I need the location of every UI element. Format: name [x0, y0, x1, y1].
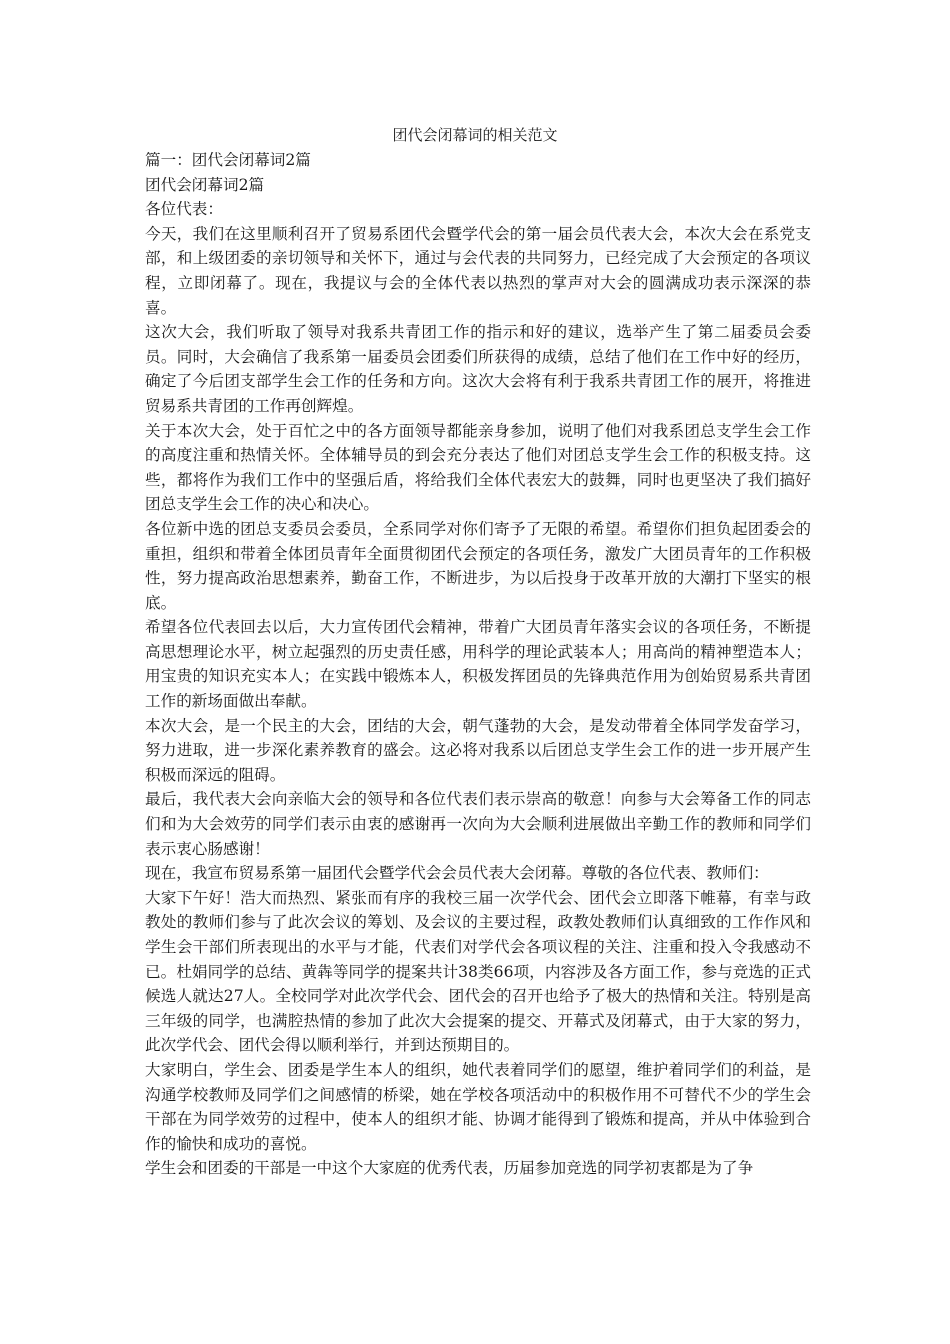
- document-body: [145, 148, 811, 1181]
- paragraph: 大家明白，学生会、团委是学生本人的组织，她代表着同学们的愿望，维护着同学们的利益，是沟通学校教师及同学们之间感情的桥梁，她在学校各项活动中的积极作用不可替代不少的学生会干部在为同学效劳的过程中，使本人的组织才能、协调才能得到了锻炼和提高，并从中体验到合作的愉快和成功的喜悦。: [145, 1060, 811, 1153]
- paragraph: 这次大会，我们听取了领导对我系共青团工作的指示和好的建议，选举产生了第二届委员会委员。同时，大会确信了我系第一届委员会团委们所获得的成绩，总结了他们在工作中好的经历，确定了今后团支部学生会工作的任务和方向。这次大会将有利于我系共青团工作的展开，将推进贸易系共青团的工作再创辉煌。: [145, 323, 811, 415]
- paragraph: 关于本次大会，处于百忙之中的各方面领导都能亲身参加，说明了他们对我系团总支学生会工作的高度注重和热情关怀。全体辅导员的到会充分表达了他们对团总支学生会工作的积极支持。这些，都将作为我们工作中的坚强后盾，将给我们全体代表宏大的鼓舞，同时也更坚决了我们搞好团总支学生会工作的决心和决心。: [145, 421, 811, 514]
- document-title: 团代会闭幕词的相关范文: [392, 126, 558, 144]
- paragraph: 学生会和团委的干部是一中这个大家庭的优秀代表，历届参加竞选的同学初衷都是为了争: [145, 1159, 754, 1178]
- paragraph: 希望各位代表回去以后，大力宣传团代会精神，带着广大团员青年落实会议的各项任务，不断提高思想理论水平，树立起强烈的历史责任感，用科学的理论武装本人；用高尚的精神塑造本人；用宝贵的知识充实本人；在实践中锻炼本人，积极发挥团员的先锋典范作用为创始贸易系共青团工作的新场面做出奉献。: [145, 618, 811, 711]
- subsection-heading: 团代会闭幕词2篇: [145, 175, 265, 194]
- section-heading: 篇一：团代会闭幕词2篇: [145, 151, 311, 169]
- paragraph: 本次大会，是一个民主的大会，团结的大会，朝气蓬勃的大会，是发动带着全体同学发奋学习，努力进取，进一步深化素养教育的盛会。这必将对我系以后团总支学生会工作的进一步开展产生积极而深远的阻碍。: [145, 716, 811, 784]
- paragraph: 现在，我宣布贸易系第一届团代会暨学代会会员代表大会闭幕。尊敬的各位代表、教师们：: [145, 864, 769, 883]
- paragraph: 最后，我代表大会向亲临大会的领导和各位代表们表示崇高的敬意！向参与大会筹备工作的同志们和为大会效劳的同学们表示由衷的感谢再一次向为大会顺利进展做出辛勤工作的教师和同学们表示衷心肠感谢！: [145, 790, 811, 858]
- paragraph: 各位新中选的团总支委员会委员，全系同学对你们寄予了无限的希望。希望你们担负起团委会的重担，组织和带着全体团员青年全面贯彻团代会预定的各项任务，激发广大团员青年的工作积极性，努力提高政治思想素养，勤奋工作，不断进步，为以后投身于改革开放的大潮打下坚实的根底。: [145, 519, 811, 612]
- salutation: 各位代表：: [145, 200, 223, 219]
- paragraph: 今天，我们在这里顺利召开了贸易系团代会暨学代会的第一届会员代表大会，本次大会在系党支部，和上级团委的亲切领导和关怀下，通过与会代表的共同努力，已经完成了大会预定的各项议程，立即闭幕了。现在，我提议与会的全体代表以热烈的掌声对大会的圆满成功表示深深的恭喜。: [145, 224, 811, 317]
- paragraph: 大家下午好！浩大而热烈、紧张而有序的我校三届一次学代会、团代会立即落下帷幕，有幸与政教处的教师们参与了此次会议的筹划、及会议的主要过程，政教处教师们认真细致的工作作风和学生会干部们所表现出的水平与才能，代表们对学代会各项议程的关注、注重和投入令我感动不已。杜娟同学的总结、黄犇等同学的提案共计38类66项，内容涉及各方面工作，参与竞选的正式候选人就达27人。全校同学对此次学代会、团代会的召开也给予了极大的热情和关注。特别是高三年级的同学，也满腔热情的参加了此次大会提案的提交、开幕式及闭幕式，由于大家的努力，此次学代会、团代会得以顺利举行，并到达预期目的。: [145, 888, 811, 1055]
